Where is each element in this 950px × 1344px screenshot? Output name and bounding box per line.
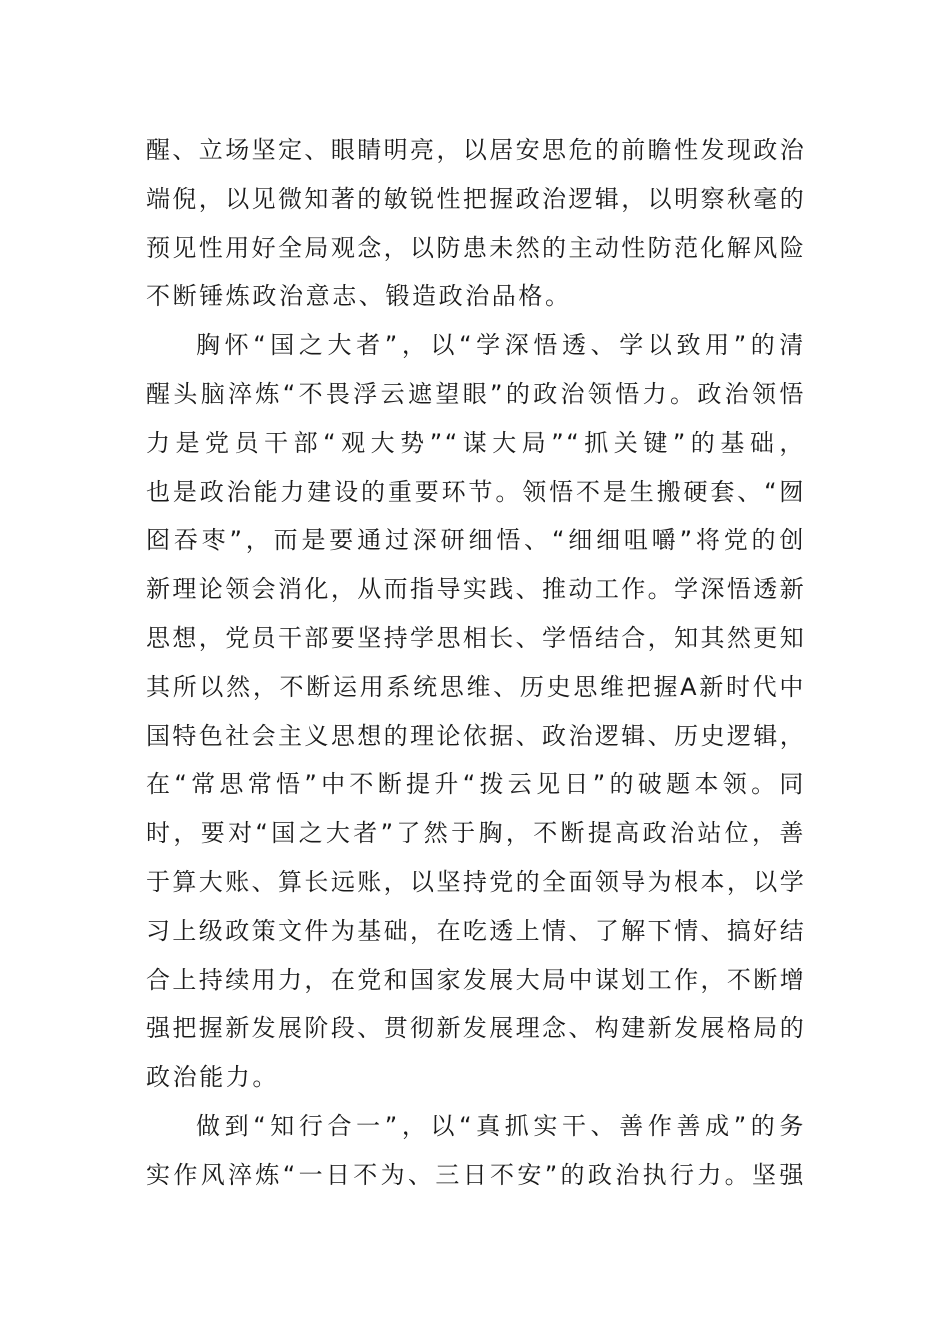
text-line: 也是政治能力建设的重要环节。领悟不是生搬硬套、“囫 — [146, 477, 806, 506]
text-line: 预见性用好全局观念，以防患未然的主动性防范化解风险 — [146, 233, 806, 262]
text-line: 习上级政策文件为基础，在吃透上情、了解下情、搞好结 — [146, 916, 806, 945]
text-line: 实作风淬炼“一日不为、三日不安”的政治执行力。坚强 — [146, 1160, 806, 1189]
paragraph — [146, 126, 806, 321]
text-line: 囵吞枣”，而是要通过深研细悟、“细细咀嚼”将党的创 — [146, 526, 806, 555]
paragraph — [146, 1102, 806, 1200]
text-line: 于算大账、算长远账，以坚持党的全面领导为根本，以学 — [146, 867, 806, 896]
text-line: 思想，党员干部要坚持学思相长、学悟结合，知其然更知 — [146, 623, 806, 652]
text-line: 醒、立场坚定、眼睛明亮，以居安思危的前瞻性发现政治 — [146, 136, 806, 164]
text-line: 其所以然，不断运用系统思维、历史思维把握A新时代中 — [146, 672, 806, 701]
text-line: 时，要对“国之大者”了然于胸，不断提高政治站位，善 — [146, 819, 806, 848]
text-line: 不断锤炼政治意志、锻造政治品格。 — [146, 282, 572, 311]
paragraph — [146, 321, 806, 1102]
text-line: 在“常思常悟”中不断提升“拨云见日”的破题本领。同 — [146, 770, 806, 799]
text-line: 国特色社会主义思想的理论依据、政治逻辑、历史逻辑， — [146, 721, 806, 750]
text-line: 新理论领会消化，从而指导实践、推动工作。学深悟透新 — [146, 575, 806, 604]
text-line: 醒头脑淬炼“不畏浮云遮望眼”的政治领悟力。政治领悟 — [146, 379, 806, 408]
text-line: 政治能力。 — [146, 1063, 279, 1092]
text-line: 强把握新发展阶段、贯彻新发展理念、构建新发展格局的 — [146, 1014, 806, 1043]
text-line: 胸怀“国之大者”，以“学深悟透、学以致用”的清 — [196, 331, 806, 360]
document-body — [146, 126, 806, 1200]
text-line: 力是党员干部“观大势”“谋大局”“抓关键”的基础， — [146, 428, 806, 457]
text-line: 端倪，以见微知著的敏锐性把握政治逻辑，以明察秋毫的 — [146, 184, 806, 213]
text-line: 做到“知行合一”，以“真抓实干、善作善成”的务 — [196, 1111, 806, 1140]
text-line: 合上持续用力，在党和国家发展大局中谋划工作，不断增 — [146, 965, 806, 994]
